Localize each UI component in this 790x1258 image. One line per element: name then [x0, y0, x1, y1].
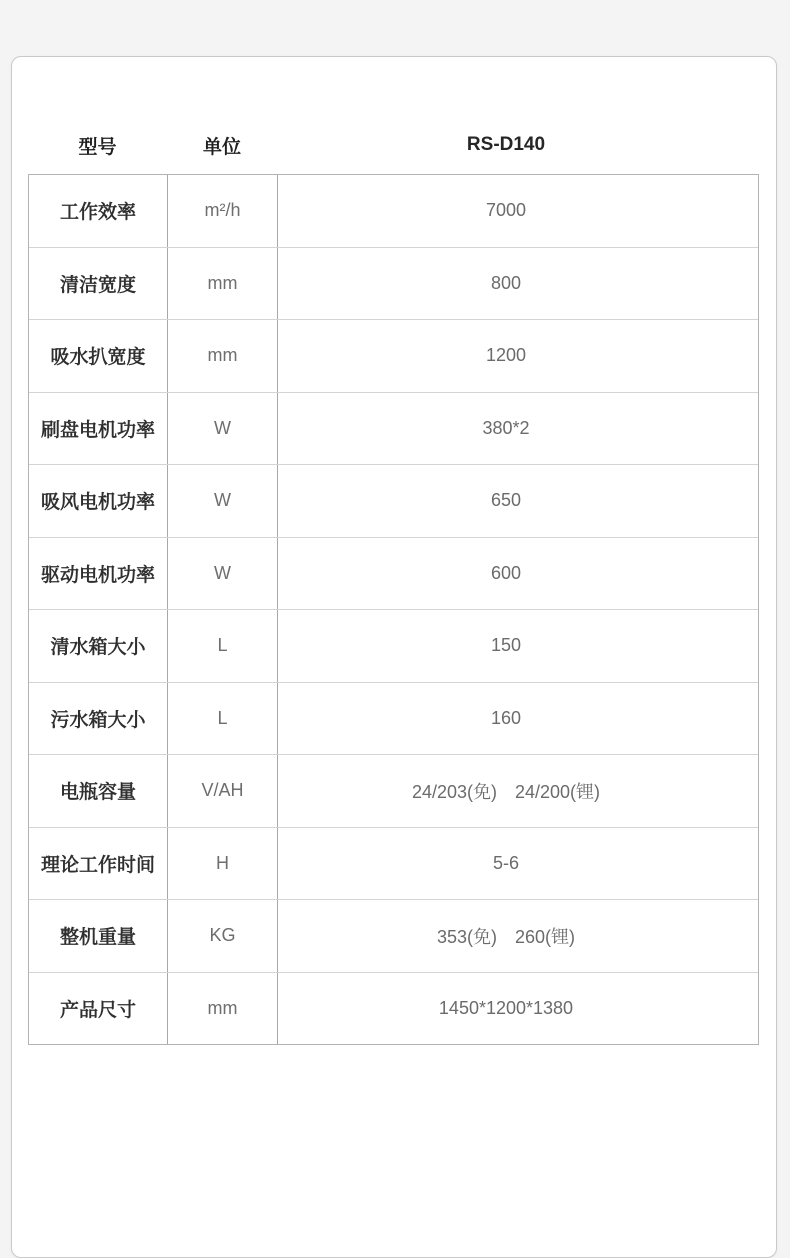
spec-row-value: 600 — [490, 562, 522, 583]
spec-row-label: 刷盘电机功率 — [29, 393, 168, 465]
spec-table-row — [29, 827, 758, 900]
spec-table-row — [29, 899, 758, 972]
spec-row-unit: W — [168, 393, 278, 465]
spec-table-row — [29, 972, 758, 1045]
spec-row-label: 理论工作时间 — [29, 828, 168, 900]
spec-row-label: 污水箱大小 — [29, 683, 168, 755]
spec-table-header — [28, 116, 759, 174]
spec-row-unit: W — [168, 538, 278, 610]
spec-row-label: 驱动电机功率 — [29, 538, 168, 610]
spec-row-unit: W — [168, 465, 278, 537]
spec-row-value: 5-6 — [492, 852, 519, 873]
spec-row-value: 160 — [490, 707, 522, 728]
spec-row-value: 7000 — [485, 200, 527, 221]
spec-table-row — [29, 392, 758, 465]
spec-row-label: 清水箱大小 — [29, 610, 168, 682]
spec-row-label: 吸风电机功率 — [29, 465, 168, 537]
spec-row-label: 工作效率 — [29, 175, 168, 247]
spec-row-label: 吸水扒宽度 — [29, 320, 168, 392]
spec-row-label: 电瓶容量 — [29, 755, 168, 827]
spec-row-unit: mm — [168, 973, 278, 1045]
header-unit-label: 单位 — [202, 136, 241, 158]
spec-table-row — [29, 464, 758, 537]
spec-row-unit: V/AH — [168, 755, 278, 827]
spec-row-label: 整机重量 — [29, 900, 168, 972]
spec-table-row — [29, 175, 758, 247]
spec-row-label: 清洁宽度 — [29, 248, 168, 320]
spec-row-value: 1200 — [485, 345, 527, 366]
spec-row-value: 353(免) 260(锂) — [436, 926, 576, 947]
header-model-value: RS-D140 — [466, 134, 546, 155]
spec-row-unit: L — [168, 683, 278, 755]
spec-row-unit: L — [168, 610, 278, 682]
header-model-label: 型号 — [78, 136, 117, 158]
spec-row-value: 1450*1200*1380 — [438, 997, 574, 1018]
spec-table — [28, 174, 759, 1045]
spec-row-value: 380*2 — [482, 417, 530, 438]
spec-row-unit: mm — [168, 320, 278, 392]
spec-row-label: 产品尺寸 — [29, 973, 168, 1045]
spec-table-row — [29, 247, 758, 320]
spec-table-row — [29, 682, 758, 755]
spec-row-unit: H — [168, 828, 278, 900]
spec-table-row — [29, 754, 758, 827]
spec-row-unit: m²/h — [168, 175, 278, 247]
spec-row-value: 650 — [490, 490, 522, 511]
spec-card — [11, 56, 777, 1258]
spec-table-row — [29, 609, 758, 682]
spec-row-unit: KG — [168, 900, 278, 972]
spec-row-value: 800 — [490, 272, 522, 293]
spec-table-row — [29, 319, 758, 392]
spec-row-value: 150 — [490, 635, 522, 656]
spec-row-unit: mm — [168, 248, 278, 320]
spec-row-value: 24/203(免) 24/200(锂) — [411, 781, 601, 802]
spec-table-row — [29, 537, 758, 610]
